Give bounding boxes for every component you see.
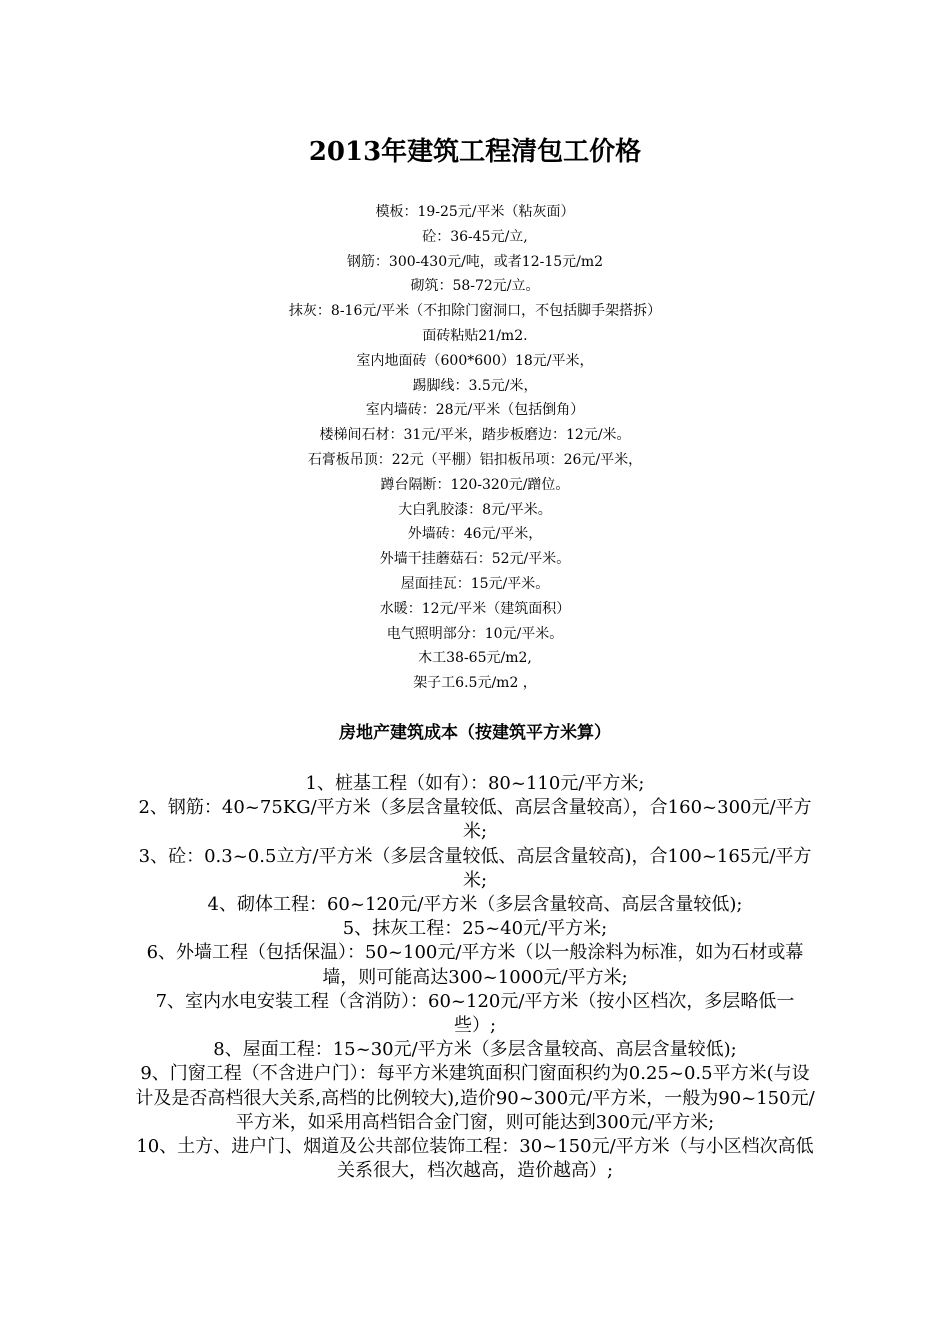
- section-subtitle: 房地产建筑成本（按建筑平方米算）: [339, 723, 611, 743]
- document-title: 2013年建筑工程清包工价格: [308, 137, 642, 167]
- price-item: 蹲台隔断：120-320元/蹭位。: [380, 476, 570, 493]
- price-item: 电气照明部分：10元/平米。: [386, 625, 564, 642]
- cost-item: 9、门窗工程（不含进户门）：每平方米建筑面积门窗面积约为0.25~0.5平方米(与设计及是否高档很大关系,高档的比例较大),造价90~300元/平方米，一般为90~150元/平方米，如采用高档铝合金门窗，则可能达到300元/平方米;: [135, 1063, 815, 1133]
- cost-item: 3、砼：0.3~0.5立方/平方米（多层含量较低、高层含量较高)，合100~165元/平方米;: [138, 845, 812, 891]
- cost-item: 1、桩基工程（如有）：80~110元/平方米;: [305, 773, 645, 794]
- price-item: 水暖：12元/平米（建筑面积）: [379, 600, 571, 617]
- price-item: 砌筑：58-72元/立。: [410, 278, 540, 295]
- cost-list: [135, 772, 815, 1183]
- price-item: 抹灰：8-16元/平米（不扣除门窗洞口，不包括脚手架搭拆）: [288, 303, 662, 320]
- cost-item: 10、土方、进户门、烟道及公共部位装饰工程：30~150元/平方米（与小区档次高低关系很大，档次越高，造价越高）;: [136, 1136, 814, 1182]
- price-item: 砼：36-45元/立,: [422, 228, 528, 245]
- price-item: 外墙砖：46元/平米，: [407, 526, 543, 543]
- price-item: 架子工6.5元/m2 ，: [413, 675, 537, 692]
- price-item: 钢筋：300-430元/吨，或者12-15元/m2: [346, 253, 604, 270]
- price-item: 楼梯间石材：31元/平米，踏步板磨边：12元/米。: [319, 427, 631, 444]
- price-item: 屋面挂瓦：15元/平米。: [400, 575, 550, 592]
- price-item: 外墙干挂蘑菇石：52元/平米。: [379, 551, 571, 568]
- price-item: 室内地面砖（600*600）18元/平米，: [356, 352, 594, 369]
- price-item: 踢脚线：3.5元/米，: [412, 377, 538, 394]
- price-item: 室内墙砖：28元/平米（包括倒角）: [365, 402, 585, 419]
- price-item: 大白乳胶漆：8元/平米。: [398, 501, 552, 518]
- price-item: 木工38-65元/m2,: [418, 650, 532, 667]
- price-list: [0, 200, 950, 696]
- cost-item: 7、室内水电安装工程（含消防）：60~120元/平方米（按小区档次，多层略低一些）;: [155, 990, 795, 1037]
- cost-item: 4、砌体工程：60~120元/平方米（多层含量较高、高层含量较低);: [207, 894, 743, 916]
- cost-item: 6、外墙工程（包括保温）：50~100元/平方米（以一般涂料为标准，如为石材或幕墙，则可能高达300~1000元/平方米;: [146, 942, 804, 988]
- price-item: 石膏板吊顶：22元（平棚）铝扣板吊项：26元/平米，: [307, 451, 643, 468]
- price-item: 面砖粘贴21/m2.: [422, 327, 528, 344]
- cost-item: 8、屋面工程：15~30元/平方米（多层含量较高、高层含量较低);: [213, 1039, 737, 1061]
- cost-item: 5、抹灰工程：25~40元/平方米;: [342, 918, 608, 940]
- cost-item: 2、钢筋：40~75KG/平方米（多层含量较低、高层含量较高），合160~300元/平方米;: [138, 797, 812, 843]
- price-item: 模板：19-25元/平米（粘灰面）: [375, 204, 575, 220]
